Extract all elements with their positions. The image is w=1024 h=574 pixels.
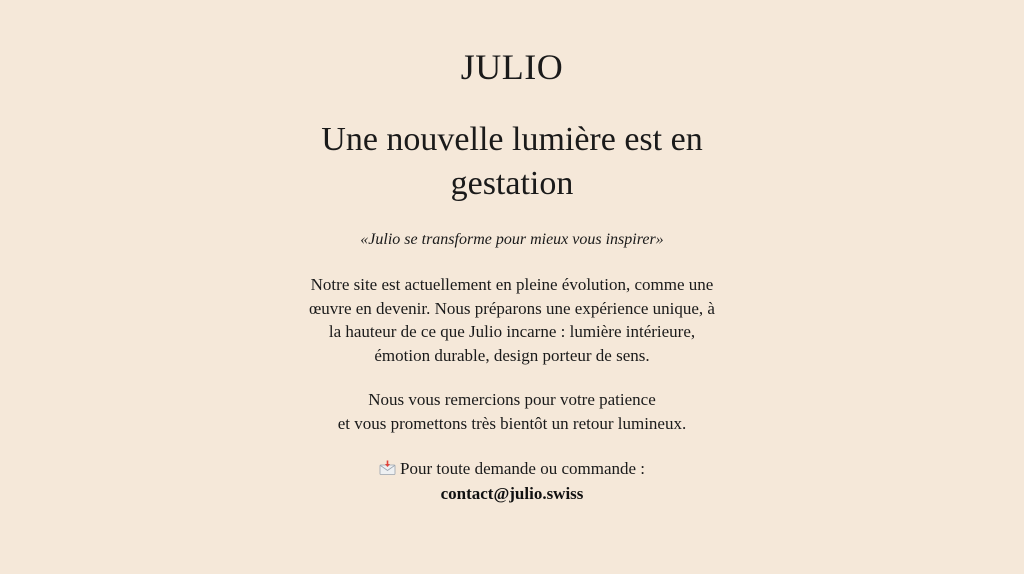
thanks-paragraph [0, 388, 1024, 435]
tagline-quote: «Julio se transforme pour mieux vous inspirer» [360, 231, 664, 248]
intro-line-2: œuvre en devenir. Nous préparons une expérience unique, à [309, 298, 715, 318]
headline-line-1: Une nouvelle lumière est en [321, 121, 703, 158]
contact-label: Pour toute demande ou commande : [399, 459, 646, 478]
contact-email-link[interactable]: contact@julio.swiss [440, 484, 584, 503]
thanks-line-2: et vous promettons très bientôt un retour lumineux. [337, 413, 687, 433]
intro-paragraph [0, 273, 1024, 367]
headline [0, 118, 1024, 206]
contact-line [0, 456, 1024, 481]
thanks-line-1: Nous vous remercions pour votre patience [368, 390, 656, 409]
intro-line-1: Notre site est actuellement en pleine évolution, comme une [310, 275, 714, 294]
brand-title: JULIO [460, 47, 564, 87]
intro-line-4: émotion durable, design porteur de sens. [374, 345, 650, 365]
contact-block [0, 456, 1024, 506]
headline-line-2: gestation [450, 165, 574, 202]
envelope-with-arrow-icon [379, 460, 396, 475]
intro-line-3: la hauteur de ce que Julio incarne : lumière intérieure, [328, 322, 696, 341]
